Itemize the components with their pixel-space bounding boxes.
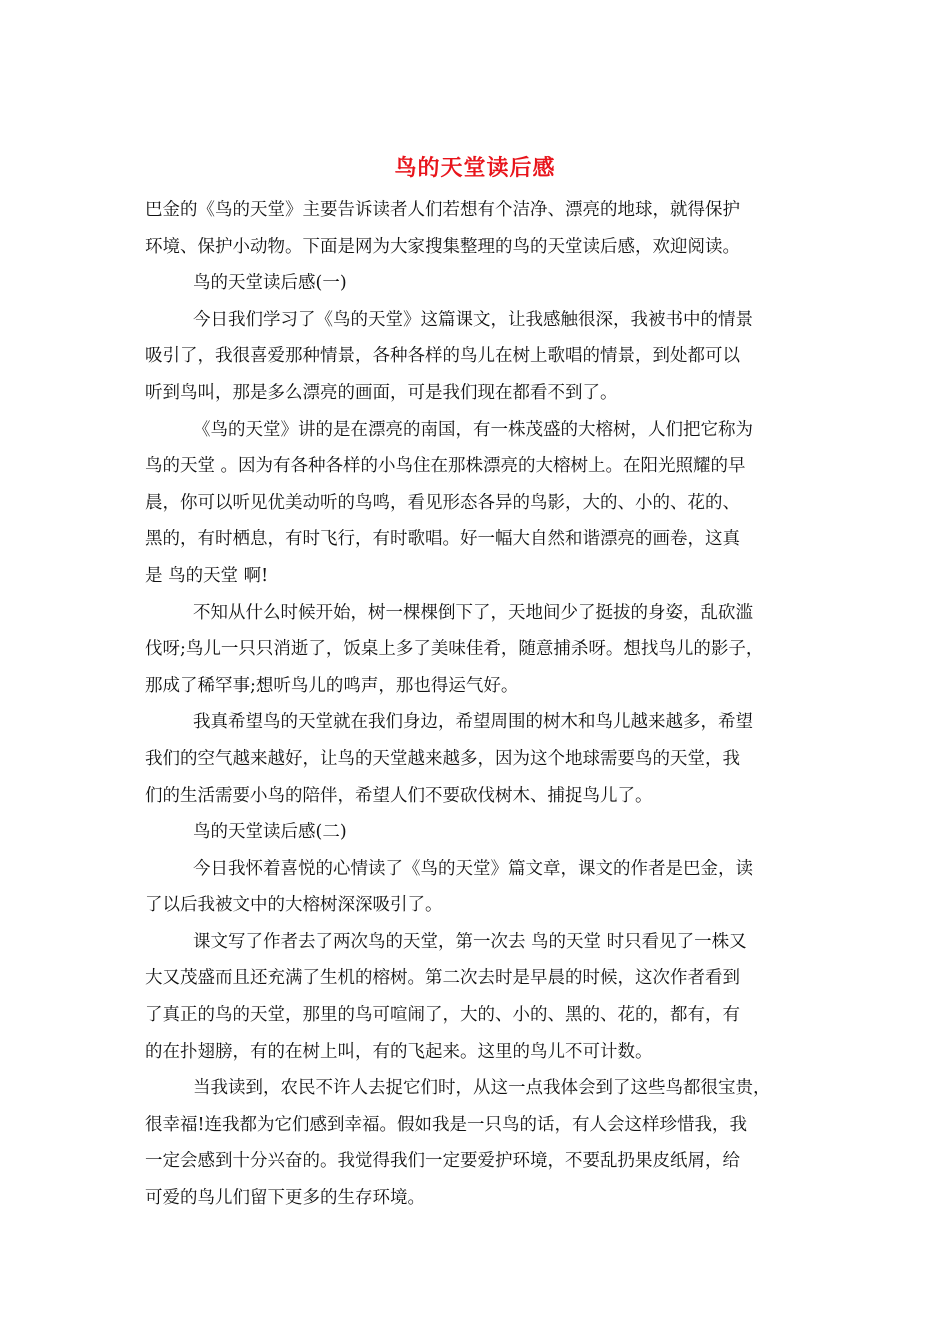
text-line: 伐呀;鸟儿一只只消逝了，饭桌上多了美味佳肴，随意捕杀呀。想找鸟儿的影子， [145, 639, 764, 660]
text-line: 鸟的天堂 。因为有各种各样的小鸟住在那株漂亮的大榕树上。在阳光照耀的早 [145, 456, 746, 477]
text-line: 是 鸟的天堂 啊! [145, 565, 269, 586]
text-line: 鸟的天堂读后感(二) [193, 822, 347, 843]
text-line: 我们的空气越来越好，让鸟的天堂越来越多，因为这个地球需要鸟的天堂，我 [145, 748, 740, 769]
text-line: 课文写了作者去了两次鸟的天堂，第一次去 鸟的天堂 时只看见了一株又 [193, 931, 747, 952]
text-line: 我真希望鸟的天堂就在我们身边，希望周围的树木和鸟儿越来越多，希望 [193, 712, 753, 733]
document-title: 鸟的天堂读后感 [394, 155, 556, 181]
text-line: 晨，你可以听见优美动听的鸟鸣，看见形态各异的鸟影，大的、小的、花的、 [145, 492, 740, 513]
text-line: 可爱的鸟儿们留下更多的生存环境。 [145, 1188, 425, 1209]
text-line: 《鸟的天堂》讲的是在漂亮的南国，有一株茂盛的大榕树，人们把它称为 [193, 419, 753, 440]
text-line: 们的生活需要小鸟的陪伴，希望人们不要砍伐树木、捕捉鸟儿了。 [145, 785, 653, 806]
text-line: 黑的，有时栖息，有时飞行，有时歌唱。好一幅大自然和谐漂亮的画卷，这真 [145, 529, 740, 550]
text-line: 当我读到，农民不许人去捉它们时，从这一点我体会到了这些鸟都很宝贵， [193, 1078, 771, 1099]
text-line: 今日我们学习了《鸟的天堂》这篇课文，让我感触很深，我被书中的情景 [193, 309, 753, 330]
text-line: 的在扑翅膀，有的在树上叫，有的飞起来。这里的鸟儿不可计数。 [145, 1041, 653, 1062]
text-line: 大又茂盛而且还充满了生机的榕树。第二次去时是早晨的时候，这次作者看到 [145, 968, 740, 989]
text-line: 了真正的鸟的天堂，那里的鸟可喧闹了，大的、小的、黑的、花的，都有，有 [145, 1005, 740, 1026]
text-line: 巴金的《鸟的天堂》主要告诉读者人们若想有个洁净、漂亮的地球，就得保护 [145, 200, 740, 220]
text-line: 吸引了，我很喜爱那种情景，各种各样的鸟儿在树上歌唱的情景，到处都可以 [145, 346, 740, 367]
text-line: 今日我怀着喜悦的心情读了《鸟的天堂》篇文章，课文的作者是巴金，读 [193, 858, 753, 879]
text-line: 不知从什么时候开始，树一棵棵倒下了，天地间少了挺拔的身姿，乱砍滥 [193, 602, 753, 623]
document-body [145, 192, 820, 1217]
text-line: 那成了稀罕事;想听鸟儿的鸣声，那也得运气好。 [145, 675, 519, 696]
text-line: 一定会感到十分兴奋的。我觉得我们一定要爱护环境，不要乱扔果皮纸屑，给 [145, 1151, 740, 1172]
text-line: 了以后我被文中的大榕树深深吸引了。 [145, 895, 443, 916]
text-line: 鸟的天堂读后感(一) [193, 273, 347, 294]
text-line: 环境、保护小动物。下面是网为大家搜集整理的鸟的天堂读后感，欢迎阅读。 [145, 236, 740, 257]
text-line: 听到鸟叫，那是多么漂亮的画面，可是我们现在都看不到了。 [145, 382, 618, 403]
text-line: 很幸福!连我都为它们感到幸福。假如我是一只鸟的话，有人会这样珍惜我，我 [145, 1114, 748, 1135]
